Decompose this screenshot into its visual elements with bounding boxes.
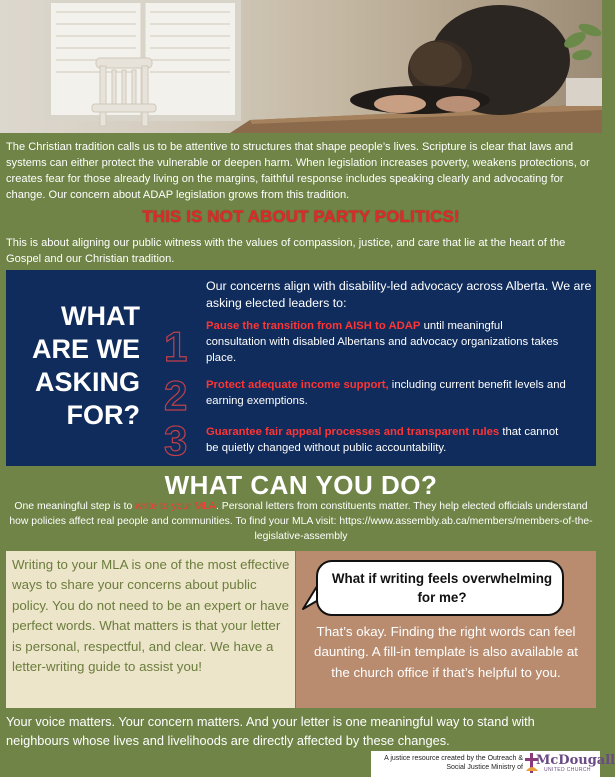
hero-photo — [0, 0, 602, 133]
logo-wordmark: McDougall — [536, 753, 615, 768]
ask-item-3 — [206, 424, 566, 456]
help-question: What if writing feels overwhelming for me? — [331, 571, 553, 605]
letter-writing-box — [6, 551, 295, 708]
letter-writing-text: Writing to your MLA is one of the most effective ways to share your concerns about public policy. You do not need to be an expert or have perfect words. What matters is that your letter is personal, respectful, and clear. We have a letter-writing guide to assist you! — [12, 557, 290, 675]
action-step-paragraph — [6, 499, 596, 544]
ask-item-1 — [206, 318, 566, 366]
help-box — [296, 551, 596, 708]
ask-item-2-text: including current benefit levels and earning exemptions. — [206, 379, 566, 407]
action-title: WHAT CAN YOU DO? — [164, 470, 438, 500]
asking-intro: Our concerns align with disability-led advocacy across Alberta. We are asking elected leaders to: — [206, 279, 592, 310]
asking-section — [6, 270, 596, 466]
ask-number-2: 2 — [164, 372, 188, 419]
logo-subtext: UNITED CHURCH — [544, 767, 591, 773]
ask-number-3: 3 — [164, 417, 188, 464]
closing-paragraph: Your voice matters. Your concern matters. And your letter is one meaningful way to stand with neighbours whose lives and livelihoods are directly affected by these changes. — [6, 714, 535, 748]
footer-credit — [371, 751, 615, 777]
ask-item-3-highlight: Guarantee fair appeal processes and transparent rules — [206, 426, 500, 438]
footer-credit-text: A justice resource created by the Outreach & Social Justice Ministry of — [384, 755, 523, 771]
write-mla-highlight: write to your MLA — [135, 501, 216, 512]
ask-item-2 — [206, 377, 566, 409]
ask-item-1-highlight: Pause the transition from AISH to ADAP — [206, 320, 421, 332]
party-politics-headline: THIS IS NOT ABOUT PARTY POLITICS! — [142, 207, 460, 226]
ask-item-1-text: until meaningful consultation with disabled Albertans and advocacy organizations takes place. — [206, 320, 559, 364]
asking-title: WHAT ARE WE ASKING FOR? — [32, 301, 140, 430]
person-with-head-on-hands-at-table-photo — [0, 0, 602, 133]
gospel-paragraph: This is about aligning our public witness with the values of compassion, justice, and care that lie at the heart of the Gospel and our Christian tradition. — [6, 237, 566, 265]
help-answer: That’s okay. Finding the right words can feel daunting. A fill-in template is also available at the church office if that’s helpful to you. — [314, 624, 578, 680]
action-step-after: . Personal letters from constituents matter. They help elected officials understand how policies affect real people and communities. To find your MLA visit: https://www.assembly.ab.ca/members/members-of-the-legislative-assembly — [9, 501, 593, 542]
ask-item-2-highlight: Protect adequate income support, — [206, 379, 389, 391]
intro-paragraph: The Christian tradition calls us to be attentive to structures that shape people’s lives. Scripture is clear that laws and systems can either protect the vulnerable or deepen harm. When legislation increases poverty, weakens protections, or creates fear for those already living on the margins, faithful response includes speaking clearly and advocating for change. Our concern about ADAP legislation grows from this tradition. — [6, 141, 590, 201]
mcdougall-united-church-logo — [524, 752, 615, 776]
ask-number-1: 1 — [164, 323, 188, 370]
action-step-before: One meaningful step is to — [14, 501, 136, 512]
speech-bubble — [316, 560, 564, 616]
ask-item-3-text: that cannot be quietly changed without public accountability. — [206, 426, 559, 454]
